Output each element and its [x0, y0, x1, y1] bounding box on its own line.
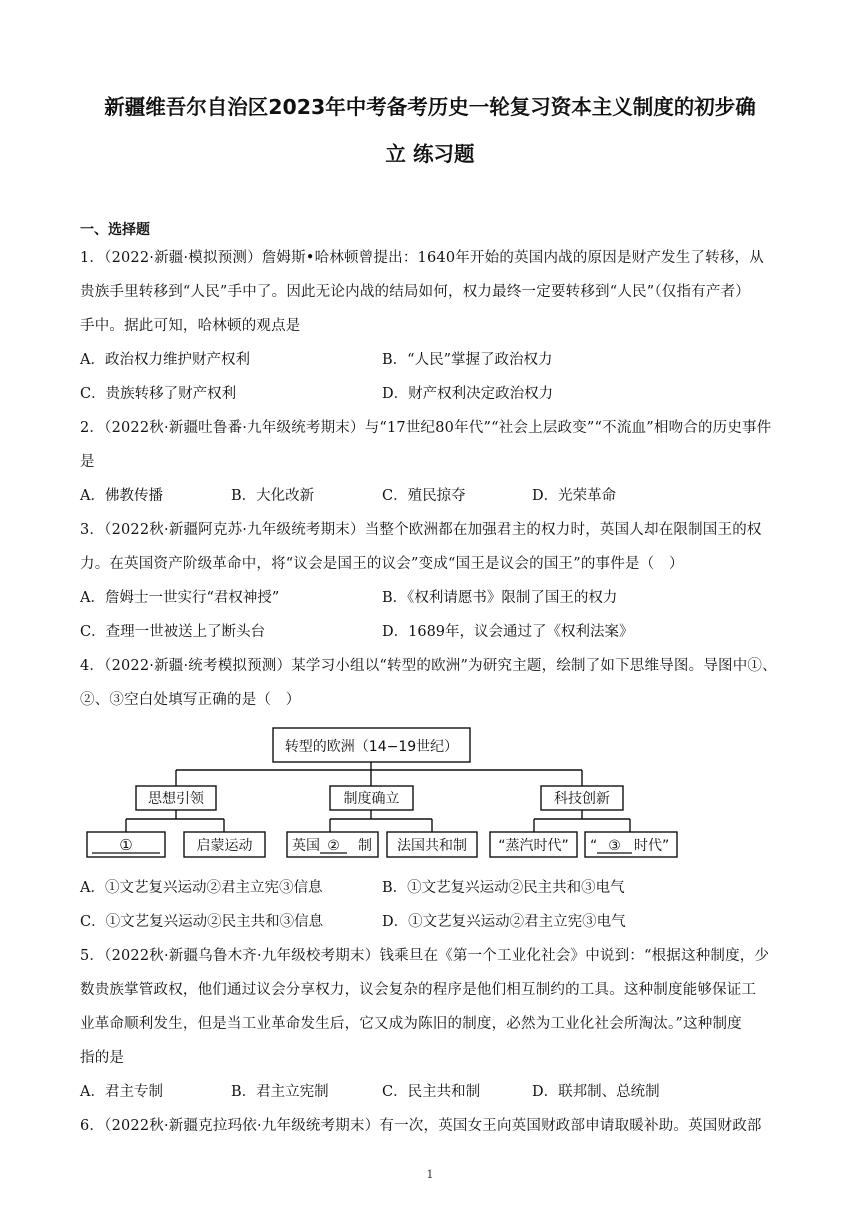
diagram-leaf-french-republic: 法国共和制 — [397, 838, 467, 854]
q2-option-a: A．佛教传播 — [80, 488, 163, 504]
q5-option-c: C．民主共和制 — [382, 1084, 481, 1100]
q2-option-d: D．光荣革命 — [532, 488, 617, 504]
q1-text-line3: 手中。据此可知，哈林顿的观点是 — [80, 318, 301, 334]
section-heading: 一、选择题 — [80, 222, 150, 238]
q4-option-d: D．①文艺复兴运动②君主立宪③电气 — [382, 914, 626, 930]
diagram-leaf-blank-2: ② — [327, 838, 340, 854]
q5-text-line3: 业革命顺利发生，但是当工业革命发生后，它又成为陈旧的制度，必然为工业化社会所淘汰。”这种制度 — [80, 1016, 742, 1032]
q5-text-line4: 指的是 — [80, 1050, 125, 1066]
diagram-leaf-age-suffix: 时代” — [634, 838, 670, 854]
page-number: 1 — [426, 1168, 434, 1181]
diagram-leaf-blank-1: ① — [119, 836, 133, 854]
q2-option-b: B．大化改新 — [231, 488, 315, 504]
diagram-leaf-blank-3: ③ — [608, 838, 621, 854]
q5-option-a: A．君主专制 — [80, 1084, 163, 1100]
q6-text-line1: 6．（2022秋·新疆克拉玛依·九年级统考期末）有一次，英国女王向英国财政部申请取暖补助。英国财政部 — [80, 1118, 762, 1134]
diagram-category-thought: 思想引领 — [148, 791, 204, 807]
diagram-category-system: 制度确立 — [343, 791, 400, 807]
q4-option-c: C．①文艺复兴运动②民主共和③信息 — [80, 914, 324, 930]
document-title-line2: 立 练习题 — [385, 142, 475, 166]
q1-text-line1: 1．（2022·新疆·模拟预测）詹姆斯•哈林顿曾提出：1640年开始的英国内战的原因是财产发生了转移，从 — [80, 250, 764, 266]
q1-option-b: B．“人民”掌握了政治权力 — [382, 352, 553, 368]
diagram-leaf-steam-age: “蒸汽时代” — [498, 838, 569, 854]
q1-option-a: A．政治权力维护财产权利 — [80, 352, 250, 368]
q4-option-b: B．①文艺复兴运动②民主共和③电气 — [382, 880, 625, 896]
diagram-leaf-england-suffix: 制 — [358, 838, 372, 854]
q2-option-c: C．殖民掠夺 — [382, 488, 466, 504]
q3-option-c: C．查理一世被送上了断头台 — [80, 624, 266, 640]
q4-text-line1: 4．（2022·新疆·统考模拟预测）某学习小组以“转型的欧洲”为研究主题，绘制了如下思维导图。导图中①、 — [80, 658, 777, 674]
diagram-root-label: 转型的欧洲（14−19世纪） — [284, 739, 459, 755]
diagram-leaf-enlightenment: 启蒙运动 — [196, 838, 253, 854]
q1-option-d: D．财产权利决定政治权力 — [382, 386, 554, 402]
q4-option-a: A．①文艺复兴运动②君主立宪③信息 — [80, 880, 323, 896]
q4-text-line2: ②、③空白处填写正确的是（ ） — [80, 692, 301, 708]
q3-text-line2: 力。在英国资产阶级革命中，将“议会是国王的议会”变成“国王是议会的国王”的事件是（ ） — [80, 556, 684, 572]
q5-text-line1: 5．（2022秋·新疆乌鲁木齐·九年级校考期末）钱乘旦在《第一个工业化社会》中说到：“根据这种制度，少 — [80, 948, 770, 964]
diagram-leaf-open-quote: “ — [590, 838, 598, 854]
q3-option-d: D．1689年，议会通过了《权利法案》 — [382, 624, 634, 640]
q3-option-a: A．詹姆士一世实行“君权神授” — [80, 590, 280, 606]
q5-option-b: B．君主立宪制 — [231, 1084, 329, 1100]
q3-text-line1: 3．（2022秋·新疆阿克苏·九年级统考期末）当整个欧洲都在加强君主的权力时，英国人却在限制国王的权 — [80, 522, 762, 538]
q2-text-line2: 是 — [80, 454, 95, 470]
diagram-leaf-england-prefix: 英国 — [292, 838, 320, 854]
q2-text-line1: 2．（2022秋·新疆吐鲁番·九年级统考期末）与“17世纪80年代”“社会上层政变”“不流血”相吻合的历史事件 — [80, 420, 772, 436]
q5-text-line2: 数贵族掌管政权，他们通过议会分享权力，议会复杂的程序是他们相互制约的工具。这种制度能够保证工 — [80, 982, 757, 998]
q1-option-c: C．贵族转移了财产权利 — [80, 386, 237, 402]
document-title-line1: 新疆维吾尔自治区2023年中考备考历史一轮复习资本主义制度的初步确 — [104, 95, 756, 119]
q3-option-b: B．《权利请愿书》限制了国王的权力 — [382, 590, 618, 606]
diagram-category-technology: 科技创新 — [554, 791, 610, 807]
q5-option-d: D．联邦制、总统制 — [532, 1084, 660, 1100]
q1-text-line2: 贵族手里转移到“人民”手中了。因此无论内战的结局如何，权力最终一定要转移到“人民”（仅指有产者） — [80, 284, 750, 300]
